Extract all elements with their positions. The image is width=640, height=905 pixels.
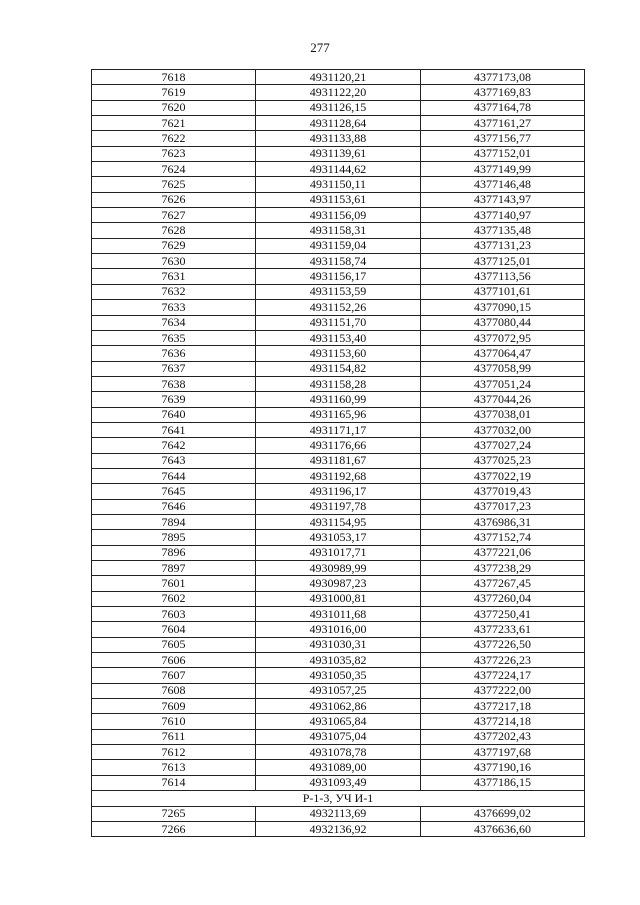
point-number-cell: 7894 bbox=[92, 514, 256, 529]
y-coordinate-cell: 4377090,15 bbox=[421, 300, 585, 315]
table-row bbox=[92, 392, 585, 407]
y-coordinate-cell: 4377152,01 bbox=[421, 146, 585, 161]
table-row bbox=[92, 622, 585, 637]
x-coordinate-cell: 4931159,04 bbox=[256, 238, 421, 253]
table-row bbox=[92, 699, 585, 714]
point-number-cell: 7623 bbox=[92, 146, 256, 161]
point-number-cell: 7633 bbox=[92, 300, 256, 315]
point-number-cell: 7605 bbox=[92, 637, 256, 652]
y-coordinate-cell: 4377072,95 bbox=[421, 330, 585, 345]
point-number-cell: 7646 bbox=[92, 499, 256, 514]
point-number-cell: 7642 bbox=[92, 438, 256, 453]
y-coordinate-cell: 4377019,43 bbox=[421, 484, 585, 499]
x-coordinate-cell: 4931150,11 bbox=[256, 177, 421, 192]
y-coordinate-cell: 4377140,97 bbox=[421, 208, 585, 223]
table-row bbox=[92, 100, 585, 115]
y-coordinate-cell: 4377250,41 bbox=[421, 607, 585, 622]
x-coordinate-cell: 4931176,66 bbox=[256, 438, 421, 453]
y-coordinate-cell: 4377190,16 bbox=[421, 760, 585, 775]
y-coordinate-cell: 4377125,01 bbox=[421, 254, 585, 269]
table-row bbox=[92, 116, 585, 131]
point-number-cell: 7601 bbox=[92, 576, 256, 591]
y-coordinate-cell: 4377027,24 bbox=[421, 438, 585, 453]
x-coordinate-cell: 4931160,99 bbox=[256, 392, 421, 407]
x-coordinate-cell: 4931089,00 bbox=[256, 760, 421, 775]
x-coordinate-cell: 4931192,68 bbox=[256, 468, 421, 483]
point-number-cell: 7641 bbox=[92, 422, 256, 437]
table-row bbox=[92, 821, 585, 836]
point-number-cell: 7632 bbox=[92, 284, 256, 299]
y-coordinate-cell: 4377143,97 bbox=[421, 192, 585, 207]
y-coordinate-cell: 4377202,43 bbox=[421, 729, 585, 744]
x-coordinate-cell: 4931197,78 bbox=[256, 499, 421, 514]
point-number-cell: 7634 bbox=[92, 315, 256, 330]
x-coordinate-cell: 4931152,26 bbox=[256, 300, 421, 315]
x-coordinate-cell: 4931011,68 bbox=[256, 607, 421, 622]
table-row bbox=[92, 162, 585, 177]
point-number-cell: 7628 bbox=[92, 223, 256, 238]
table-row bbox=[92, 576, 585, 591]
table-row bbox=[92, 775, 585, 790]
y-coordinate-cell: 4377058,99 bbox=[421, 361, 585, 376]
table-row bbox=[92, 146, 585, 161]
table-row bbox=[92, 407, 585, 422]
y-coordinate-cell: 4377173,08 bbox=[421, 70, 585, 85]
point-number-cell: 7621 bbox=[92, 116, 256, 131]
point-number-cell: 7627 bbox=[92, 208, 256, 223]
y-coordinate-cell: 4377164,78 bbox=[421, 100, 585, 115]
point-number-cell: 7602 bbox=[92, 591, 256, 606]
point-number-cell: 7608 bbox=[92, 683, 256, 698]
section-row bbox=[92, 791, 585, 806]
table-row bbox=[92, 422, 585, 437]
point-number-cell: 7619 bbox=[92, 85, 256, 100]
y-coordinate-cell: 4377022,19 bbox=[421, 468, 585, 483]
y-coordinate-cell: 4377135,48 bbox=[421, 223, 585, 238]
x-coordinate-cell: 4931151,70 bbox=[256, 315, 421, 330]
point-number-cell: 7629 bbox=[92, 238, 256, 253]
y-coordinate-cell: 4376636,60 bbox=[421, 821, 585, 836]
x-coordinate-cell: 4931120,21 bbox=[256, 70, 421, 85]
y-coordinate-cell: 4376699,02 bbox=[421, 806, 585, 821]
y-coordinate-cell: 4377025,23 bbox=[421, 453, 585, 468]
point-number-cell: 7895 bbox=[92, 530, 256, 545]
x-coordinate-cell: 4931154,95 bbox=[256, 514, 421, 529]
x-coordinate-cell: 4931153,59 bbox=[256, 284, 421, 299]
x-coordinate-cell: 4931158,28 bbox=[256, 376, 421, 391]
y-coordinate-cell: 4377101,61 bbox=[421, 284, 585, 299]
y-coordinate-cell: 4377260,04 bbox=[421, 591, 585, 606]
table-row bbox=[92, 637, 585, 652]
point-number-cell: 7611 bbox=[92, 729, 256, 744]
x-coordinate-cell: 4930989,99 bbox=[256, 561, 421, 576]
table-row bbox=[92, 745, 585, 760]
table-row bbox=[92, 131, 585, 146]
table-row bbox=[92, 177, 585, 192]
table-row bbox=[92, 530, 585, 545]
x-coordinate-cell: 4931165,96 bbox=[256, 407, 421, 422]
x-coordinate-cell: 4931156,17 bbox=[256, 269, 421, 284]
y-coordinate-cell: 4377161,27 bbox=[421, 116, 585, 131]
point-number-cell: 7624 bbox=[92, 162, 256, 177]
point-number-cell: 7613 bbox=[92, 760, 256, 775]
table-row bbox=[92, 223, 585, 238]
table-row bbox=[92, 330, 585, 345]
x-coordinate-cell: 4931126,15 bbox=[256, 100, 421, 115]
point-number-cell: 7897 bbox=[92, 561, 256, 576]
x-coordinate-cell: 4930987,23 bbox=[256, 576, 421, 591]
y-coordinate-cell: 4377038,01 bbox=[421, 407, 585, 422]
table-row bbox=[92, 683, 585, 698]
point-number-cell: 7610 bbox=[92, 714, 256, 729]
x-coordinate-cell: 4931050,35 bbox=[256, 668, 421, 683]
table-row bbox=[92, 315, 585, 330]
point-number-cell: 7640 bbox=[92, 407, 256, 422]
point-number-cell: 7620 bbox=[92, 100, 256, 115]
point-number-cell: 7635 bbox=[92, 330, 256, 345]
x-coordinate-cell: 4931156,09 bbox=[256, 208, 421, 223]
y-coordinate-cell: 4377156,77 bbox=[421, 131, 585, 146]
y-coordinate-cell: 4377233,61 bbox=[421, 622, 585, 637]
x-coordinate-cell: 4931030,31 bbox=[256, 637, 421, 652]
point-number-cell: 7636 bbox=[92, 346, 256, 361]
point-number-cell: 7609 bbox=[92, 699, 256, 714]
table-row bbox=[92, 376, 585, 391]
y-coordinate-cell: 4377226,23 bbox=[421, 653, 585, 668]
x-coordinate-cell: 4931035,82 bbox=[256, 653, 421, 668]
x-coordinate-cell: 4931075,04 bbox=[256, 729, 421, 744]
y-coordinate-cell: 4377152,74 bbox=[421, 530, 585, 545]
table-row bbox=[92, 653, 585, 668]
section-label: Р-1-3, УЧ И-1 bbox=[92, 791, 585, 806]
x-coordinate-cell: 4931144,62 bbox=[256, 162, 421, 177]
point-number-cell: 7604 bbox=[92, 622, 256, 637]
y-coordinate-cell: 4377169,83 bbox=[421, 85, 585, 100]
table-row bbox=[92, 561, 585, 576]
table-row bbox=[92, 607, 585, 622]
y-coordinate-cell: 4377146,48 bbox=[421, 177, 585, 192]
table-row bbox=[92, 668, 585, 683]
y-coordinate-cell: 4377149,99 bbox=[421, 162, 585, 177]
point-number-cell: 7639 bbox=[92, 392, 256, 407]
table-row bbox=[92, 70, 585, 85]
table-row bbox=[92, 484, 585, 499]
table-row bbox=[92, 499, 585, 514]
table-row bbox=[92, 254, 585, 269]
table-row bbox=[92, 238, 585, 253]
point-number-cell: 7645 bbox=[92, 484, 256, 499]
x-coordinate-cell: 4931133,88 bbox=[256, 131, 421, 146]
point-number-cell: 7631 bbox=[92, 269, 256, 284]
point-number-cell: 7643 bbox=[92, 453, 256, 468]
table-row bbox=[92, 806, 585, 821]
table-row bbox=[92, 208, 585, 223]
y-coordinate-cell: 4377214,18 bbox=[421, 714, 585, 729]
y-coordinate-cell: 4377217,18 bbox=[421, 699, 585, 714]
x-coordinate-cell: 4932113,69 bbox=[256, 806, 421, 821]
x-coordinate-cell: 4931158,31 bbox=[256, 223, 421, 238]
table-row bbox=[92, 729, 585, 744]
point-number-cell: 7618 bbox=[92, 70, 256, 85]
point-number-cell: 7644 bbox=[92, 468, 256, 483]
x-coordinate-cell: 4931128,64 bbox=[256, 116, 421, 131]
y-coordinate-cell: 4377032,00 bbox=[421, 422, 585, 437]
x-coordinate-cell: 4931057,25 bbox=[256, 683, 421, 698]
table-row bbox=[92, 300, 585, 315]
point-number-cell: 7626 bbox=[92, 192, 256, 207]
point-number-cell: 7622 bbox=[92, 131, 256, 146]
y-coordinate-cell: 4377238,29 bbox=[421, 561, 585, 576]
y-coordinate-cell: 4377197,68 bbox=[421, 745, 585, 760]
table-row bbox=[92, 346, 585, 361]
table-row bbox=[92, 514, 585, 529]
y-coordinate-cell: 4377131,23 bbox=[421, 238, 585, 253]
point-number-cell: 7896 bbox=[92, 545, 256, 560]
y-coordinate-cell: 4377221,06 bbox=[421, 545, 585, 560]
y-coordinate-cell: 4377113,56 bbox=[421, 269, 585, 284]
y-coordinate-cell: 4377080,44 bbox=[421, 315, 585, 330]
y-coordinate-cell: 4377186,15 bbox=[421, 775, 585, 790]
y-coordinate-cell: 4376986,31 bbox=[421, 514, 585, 529]
y-coordinate-cell: 4377226,50 bbox=[421, 637, 585, 652]
point-number-cell: 7606 bbox=[92, 653, 256, 668]
x-coordinate-cell: 4931153,61 bbox=[256, 192, 421, 207]
x-coordinate-cell: 4931017,71 bbox=[256, 545, 421, 560]
point-number-cell: 7625 bbox=[92, 177, 256, 192]
x-coordinate-cell: 4931139,61 bbox=[256, 146, 421, 161]
y-coordinate-cell: 4377222,00 bbox=[421, 683, 585, 698]
table-row bbox=[92, 591, 585, 606]
x-coordinate-cell: 4931158,74 bbox=[256, 254, 421, 269]
point-number-cell: 7614 bbox=[92, 775, 256, 790]
y-coordinate-cell: 4377064,47 bbox=[421, 346, 585, 361]
coordinates-table bbox=[91, 69, 585, 837]
table-row bbox=[92, 192, 585, 207]
x-coordinate-cell: 4931053,17 bbox=[256, 530, 421, 545]
table-row bbox=[92, 361, 585, 376]
table-row bbox=[92, 760, 585, 775]
table-row bbox=[92, 284, 585, 299]
x-coordinate-cell: 4931154,82 bbox=[256, 361, 421, 376]
table-row bbox=[92, 714, 585, 729]
x-coordinate-cell: 4931153,60 bbox=[256, 346, 421, 361]
x-coordinate-cell: 4932136,92 bbox=[256, 821, 421, 836]
x-coordinate-cell: 4931196,17 bbox=[256, 484, 421, 499]
table-row bbox=[92, 85, 585, 100]
x-coordinate-cell: 4931078,78 bbox=[256, 745, 421, 760]
point-number-cell: 7265 bbox=[92, 806, 256, 821]
point-number-cell: 7630 bbox=[92, 254, 256, 269]
point-number-cell: 7603 bbox=[92, 607, 256, 622]
x-coordinate-cell: 4931153,40 bbox=[256, 330, 421, 345]
table-row bbox=[92, 453, 585, 468]
y-coordinate-cell: 4377267,45 bbox=[421, 576, 585, 591]
y-coordinate-cell: 4377051,24 bbox=[421, 376, 585, 391]
point-number-cell: 7638 bbox=[92, 376, 256, 391]
x-coordinate-cell: 4931065,84 bbox=[256, 714, 421, 729]
point-number-cell: 7607 bbox=[92, 668, 256, 683]
x-coordinate-cell: 4931181,67 bbox=[256, 453, 421, 468]
point-number-cell: 7637 bbox=[92, 361, 256, 376]
point-number-cell: 7612 bbox=[92, 745, 256, 760]
x-coordinate-cell: 4931016,00 bbox=[256, 622, 421, 637]
x-coordinate-cell: 4931062,86 bbox=[256, 699, 421, 714]
y-coordinate-cell: 4377224,17 bbox=[421, 668, 585, 683]
x-coordinate-cell: 4931093,49 bbox=[256, 775, 421, 790]
x-coordinate-cell: 4931000,81 bbox=[256, 591, 421, 606]
y-coordinate-cell: 4377044,26 bbox=[421, 392, 585, 407]
page-number: 277 bbox=[310, 40, 330, 55]
y-coordinate-cell: 4377017,23 bbox=[421, 499, 585, 514]
x-coordinate-cell: 4931171,17 bbox=[256, 422, 421, 437]
x-coordinate-cell: 4931122,20 bbox=[256, 85, 421, 100]
table-row bbox=[92, 468, 585, 483]
point-number-cell: 7266 bbox=[92, 821, 256, 836]
table-row bbox=[92, 545, 585, 560]
table-row bbox=[92, 438, 585, 453]
table-row bbox=[92, 269, 585, 284]
